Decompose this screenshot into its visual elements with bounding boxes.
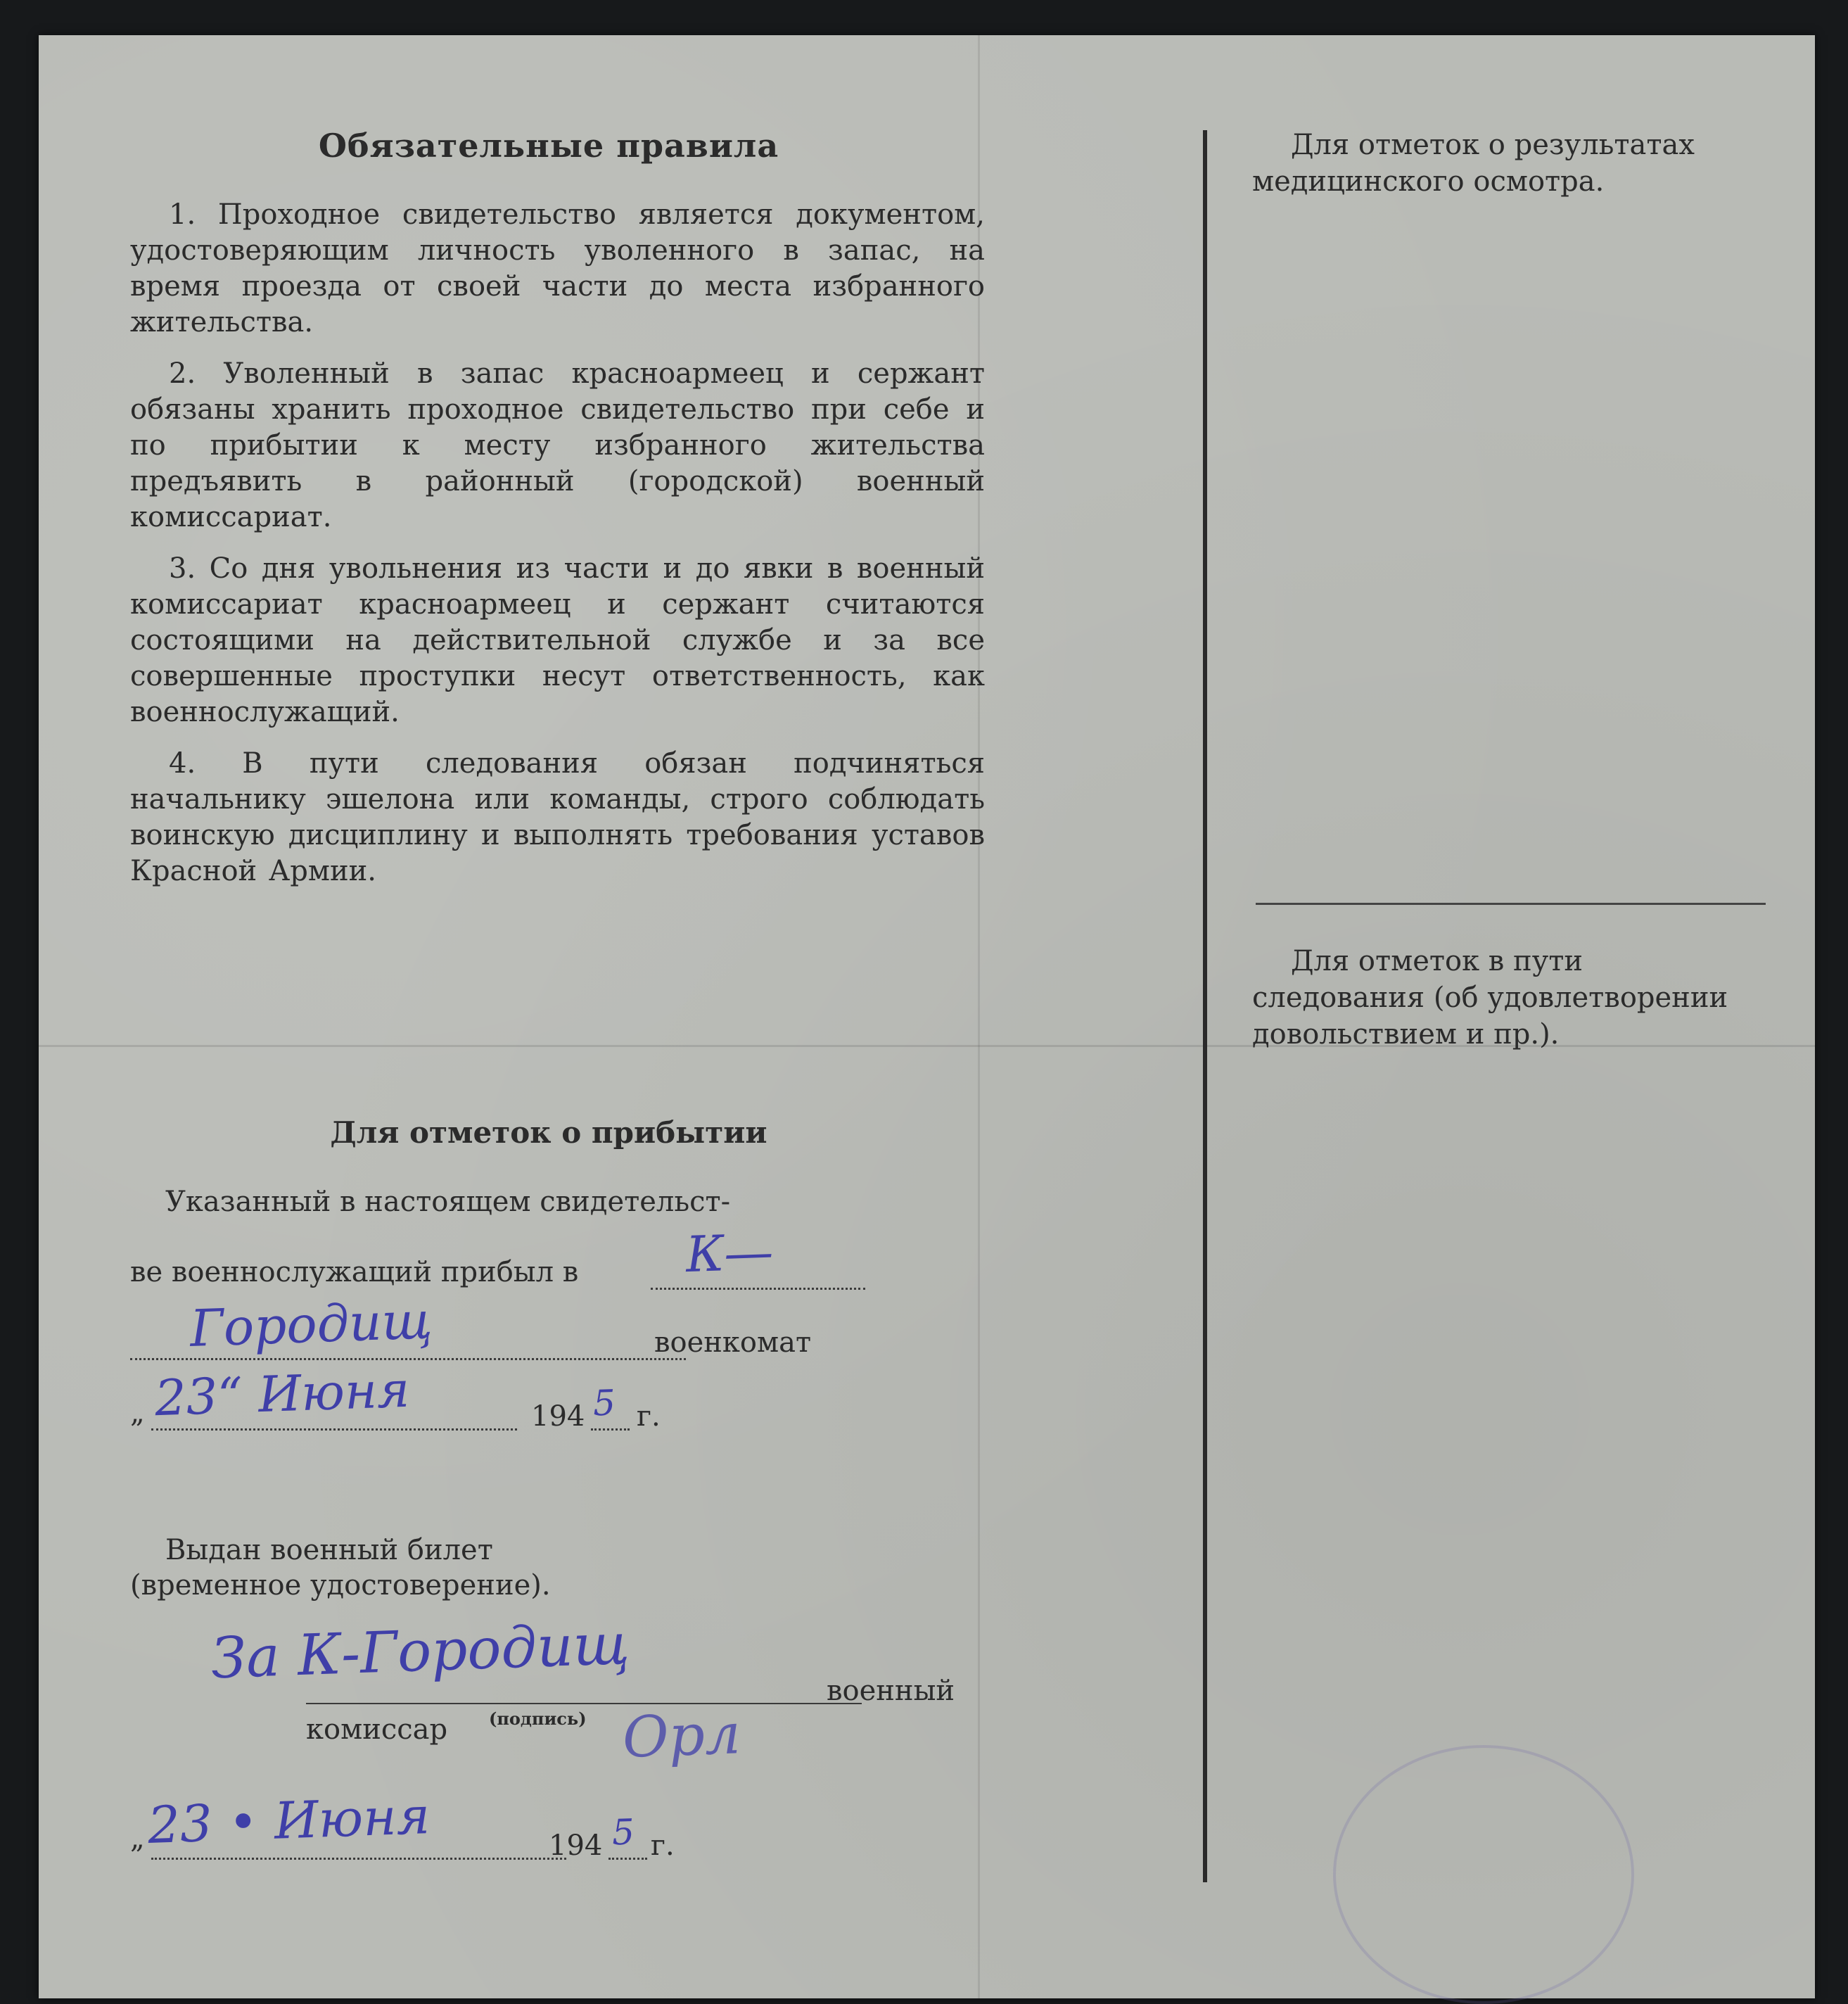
- issued-text-line-2: (временное удостоверение).: [130, 1569, 551, 1602]
- commissar-label: комиссар: [306, 1713, 448, 1746]
- arrival-place-field: [651, 1288, 865, 1290]
- arrival-year-suffix: г.: [637, 1400, 661, 1433]
- arrival-date-field: [151, 1428, 517, 1431]
- medical-notes-title: Для отметок о результатах медицинского осмотра.: [1252, 129, 1695, 198]
- arrival-commissariat-label: военкомат: [654, 1326, 812, 1359]
- faded-stamp: [1333, 1745, 1634, 2004]
- handwritten-year-digit-2: 5: [611, 1811, 635, 1853]
- issued-year-field: [608, 1858, 647, 1860]
- issued-year-prefix: 194: [549, 1829, 603, 1862]
- signature-field: [306, 1703, 862, 1704]
- rule-item: 1. Проходное свидетельство является документом, удостоверяющим личность уволенного в запас, на время проезда от своей части до места избранного жительства.: [130, 198, 985, 338]
- signature-suffix-label: военный: [827, 1675, 955, 1707]
- arrival-year-prefix: 194: [531, 1400, 585, 1433]
- rules-list: [130, 197, 985, 905]
- handwritten-initials: Орл: [621, 1701, 742, 1770]
- rule-item: 4. В пути следования обязан подчиняться начальнику эшелона или команды, строго соблюдать воинскую дисциплину и выполнять требования уставов Красной Армии.: [130, 747, 985, 887]
- handwritten-year-digit-1: 5: [592, 1382, 616, 1424]
- handwritten-date-1: 23“ Июня: [153, 1360, 411, 1428]
- arrival-year-field: [591, 1428, 630, 1431]
- issued-date-field: [151, 1858, 566, 1860]
- document-page: [39, 35, 1815, 1998]
- column-divider: [1203, 130, 1207, 1882]
- arrival-text-line-2: ве военнослужащий прибыл в: [130, 1256, 579, 1288]
- route-notes-title: Для отметок в пути следования (об удовлетворении довольствием и пр.).: [1252, 945, 1728, 1051]
- issued-text-line-1: Выдан военный билет: [165, 1534, 493, 1566]
- arrival-commissariat-field: [130, 1358, 686, 1360]
- right-section-divider: [1256, 903, 1766, 905]
- handwritten-place-short: К—: [684, 1222, 775, 1284]
- date-open-quote: „: [130, 1397, 145, 1429]
- handwritten-signature-text: За К-Городищ: [210, 1611, 631, 1692]
- rules-title: Обязательные правила: [318, 127, 779, 165]
- handwritten-date-2: 23 • Июня: [146, 1786, 431, 1855]
- date-open-quote-2: „: [130, 1822, 145, 1855]
- signature-hint: (подпись): [489, 1708, 587, 1729]
- arrival-text-line-1: Указанный в настоящем свидетельст-: [165, 1186, 731, 1218]
- issued-year-suffix: г.: [651, 1829, 675, 1862]
- arrival-title: Для отметок о прибытии: [330, 1115, 767, 1150]
- rule-item: 2. Уволенный в запас красноармеец и сержант обязаны хранить проходное свидетельство при себе и по прибытии к месту избранного жительства предъявить в районный (городской) военный комиссариат.: [130, 357, 985, 533]
- handwritten-place-name: Городищ: [189, 1290, 433, 1358]
- rule-item: 3. Со дня увольнения из части и до явки в военный комиссариат красноармеец и сержант считаются состоящими на действительной службе и за все совершенные проступки несут ответственность, как военнослужащий.: [130, 552, 985, 728]
